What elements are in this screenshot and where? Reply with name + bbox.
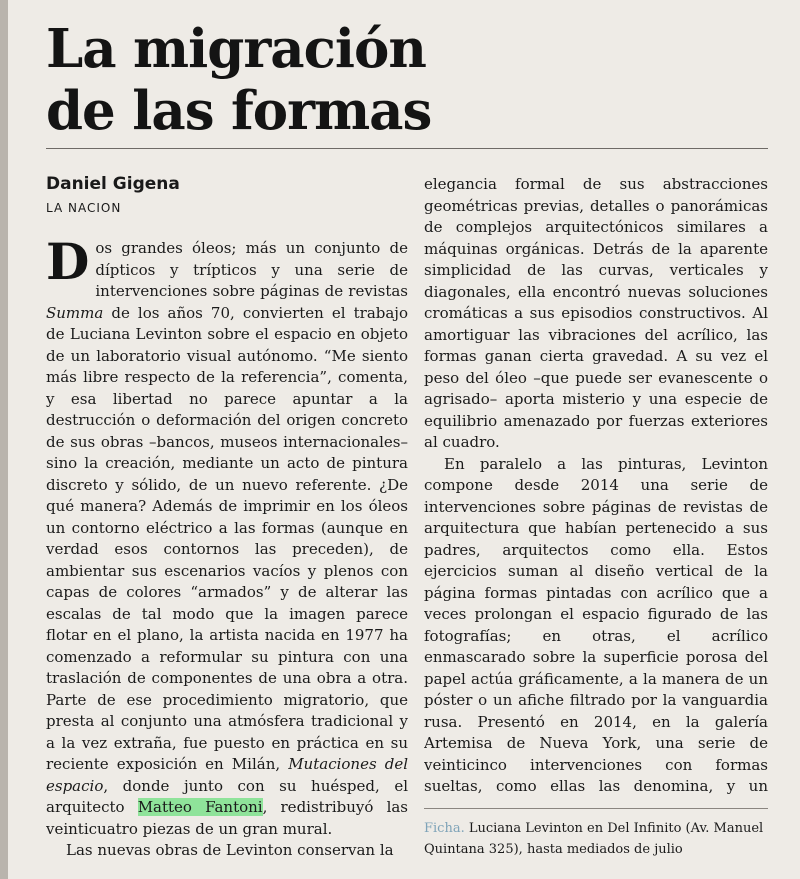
byline-source: LA NACION — [46, 201, 122, 215]
paragraph-3: En paralelo a las pinturas, Levinton compone desde 2014 una serie de intervenciones sobre páginas de revistas de arquitectura que habían pertenecido a sus padres, arquitectos como ella. Estos ejercicios suman al diseño vertical de la página formas pintadas con acrílico que a veces prolongan el espacio figurado de las fotografías; en otras, el acrílico enmascarado sobre la superficie porosa del papel actúa gráficamente, a la manera de un póster o un afiche filtrado por la vanguardia rusa. Presentó en 2014, en la galería Artemisa de Nueva York, una serie de veinticinco intervenciones con formas sueltas, como ellas las denomina, y un — [424, 454, 768, 795]
highlighted-name[interactable]: Matteo Fantoni — [137, 798, 263, 816]
article-title — [46, 18, 786, 142]
paragraph-2-start: Las nuevas obras de Levinton conservan la — [66, 841, 394, 859]
body-column-left — [46, 238, 408, 863]
paragraph-2-cont: elegancia formal de sus abstracciones geométricas previas, detalles o panorámicas de complejos arquitectónicos similares a máquinas orgánicas. Detrás de la aparente simplicidad de las curvas, verticales y diagonales, ella encontró nuevas soluciones cromáticas a sus episodios constructivos. Al amortiguar las vibraciones del acrílico, las formas ganan cierta gravedad. A su vez el peso del óleo –que puede ser evanescente o agrisado– aporta misterio y una especie de equilibrio amenazado por fuerzas exteriores al cuadro. — [424, 175, 768, 451]
ficha-label: Ficha. — [424, 821, 465, 836]
exhibition-title: Mutaciones del espacio — [46, 755, 408, 795]
paragraph-1: Dos grandes óleos; más un conjunto de dípticos y trípticos y una serie de intervenciones sobre páginas de revistas Summa de los años 70, convierten el trabajo de Luciana Levinton sobre el espacio en objeto de un laboratorio visual autónomo. “Me siento más libre respecto de la referencia”, comenta, y esa libertad no parece apuntar a la destrucción o deformación del origen concreto de sus obras –bancos, museos internacionales– sino la creación, mediante un acto de pintura discreto y sólido, de un nuevo referente. ¿De qué manera? Además de imprimir en los óleos un contorno eléctrico a las formas (aunque en verdad esos contornos las preceden), de ambientar sus escenarios vacíos y plenos con capas de colores “armados” y de alterar las escalas de tal modo que la imagen parece flotar en el plano, la artista nacida en 1977 ha comenzado a reformular su pintura con una traslación de componentes de una obra a otra. Parte de ese procedimiento migratorio, que presta al conjunto una atmósfera tradicional y a la vez extraña, fue puesto en práctica en su reciente exposición en Milán, Mutaciones del espacio, donde junto con su huésped, el arquitecto Matteo Fantoni, redistribuyó las veinticuatro piezas de un gran mural. — [46, 238, 408, 838]
title-line-2: de las formas — [46, 80, 432, 142]
magazine-title: Summa — [46, 303, 104, 322]
ficha-text: Luciana Levinton en Del Infinito (Av. Manuel Quintana 325), hasta mediados de julio — [424, 821, 764, 857]
body-column-right — [424, 174, 768, 794]
title-divider — [46, 148, 768, 149]
info-box — [424, 818, 768, 860]
title-line-1: La migración — [46, 18, 426, 80]
page-edge-shadow — [0, 0, 8, 879]
byline-author: Daniel Gigena — [46, 174, 180, 194]
ficha-divider — [424, 808, 768, 809]
drop-cap: D — [46, 238, 90, 291]
